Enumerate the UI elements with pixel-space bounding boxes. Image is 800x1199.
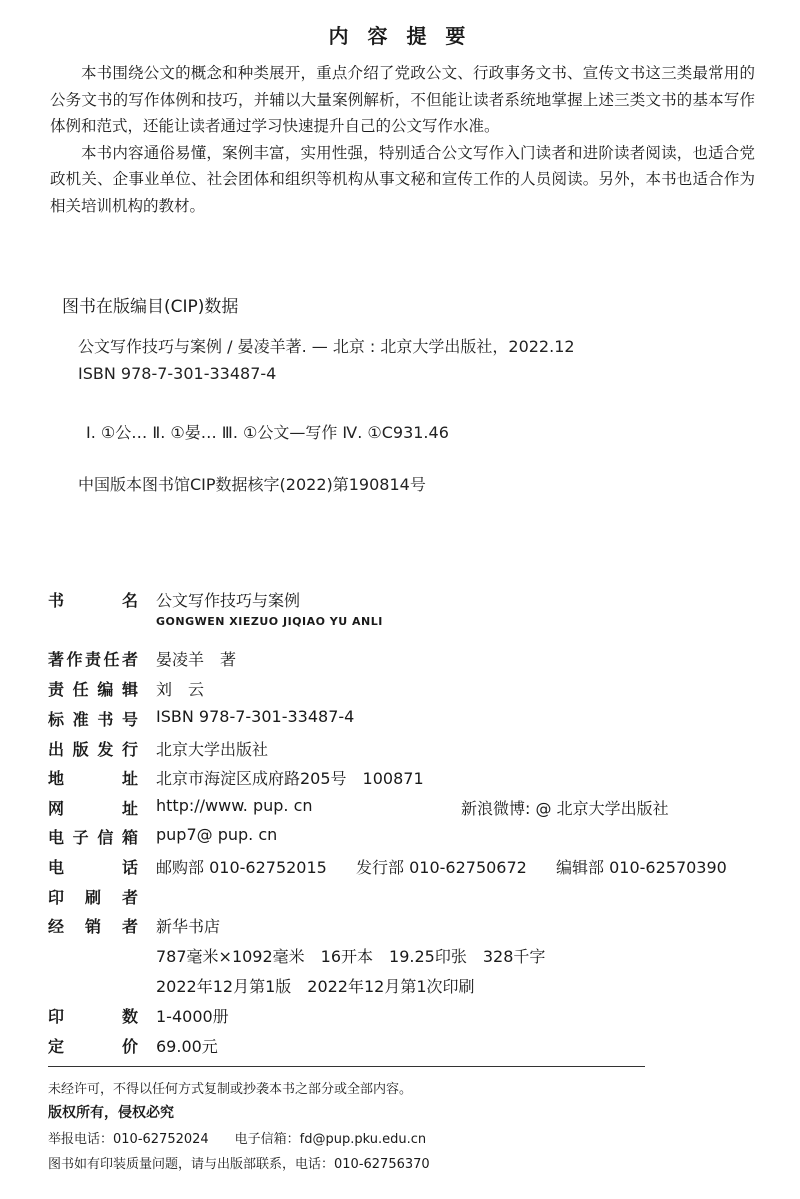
label-phone <box>48 855 138 878</box>
label-char: 子 <box>72 828 89 847</box>
cip-title-line: 公文写作技巧与案例 / 晏凌羊著. — 北京 : 北京大学出版社，2022.12 <box>78 337 575 356</box>
cip-isbn: ISBN 978-7-301-33487-4 <box>78 364 277 383</box>
label-printer <box>48 885 138 908</box>
book-name-pinyin: GONGWEN XIEZUO JIQIAO YU ANLI <box>156 615 383 628</box>
label-publisher <box>48 737 138 760</box>
book-name: 公文写作技巧与案例 <box>156 591 301 610</box>
print-run: 1-4000册 <box>156 1007 229 1026</box>
cip-classification: Ⅰ. ①公… Ⅱ. ①晏… Ⅲ. ①公文—写作 Ⅳ. ①C931.46 <box>86 423 449 442</box>
label-char: 价 <box>121 1037 138 1056</box>
label-char: 书 <box>48 591 65 610</box>
label-char: 行 <box>121 740 138 759</box>
distributor: 新华书店 <box>156 917 221 936</box>
price: 69.00元 <box>156 1037 218 1056</box>
label-char: 定 <box>48 1037 65 1056</box>
summary-paragraph: 本书内容通俗易懂，案例丰富，实用性强，特别适合公文写作入门读者和进阶读者阅读，也适合党政机关、企事业单位、社会团体和组织等机构从事文秘和宣传工作的人员阅读。另外，本书也适合作为相关培训机构的教材。 <box>50 143 755 215</box>
footer-rights: 版权所有，侵权必究 <box>48 1105 174 1121</box>
label-char: 信 <box>97 828 114 847</box>
label-isbn <box>48 707 138 730</box>
label-char: 作 <box>66 650 83 669</box>
label-char: 出 <box>48 740 65 759</box>
phone-mail-order: 邮购部 010-62752015 <box>156 858 327 877</box>
edition-line: 2022年12月第1版 2022年12月第1次印刷 <box>156 977 475 996</box>
label-char: 发 <box>97 740 114 759</box>
label-char: 者 <box>121 917 138 936</box>
summary-body <box>50 60 755 219</box>
cip-verification: 中国版本图书馆CIP数据核字(2022)第190814号 <box>78 475 426 494</box>
label-char: 数 <box>121 1007 138 1026</box>
label-char: 名 <box>121 591 138 610</box>
label-email <box>48 825 138 848</box>
label-char: 址 <box>121 799 138 818</box>
label-char: 责 <box>48 680 65 699</box>
cip-heading: 图书在版编目(CIP)数据 <box>62 297 239 317</box>
label-char: 辑 <box>121 680 138 699</box>
label-char: 任 <box>103 650 120 669</box>
label-address <box>48 766 138 789</box>
email: pup7@ pup. cn <box>156 825 278 844</box>
label-char: 标 <box>48 710 65 729</box>
label-distributor <box>48 914 138 937</box>
label-book-name <box>48 588 138 611</box>
label-price <box>48 1034 138 1057</box>
label-char: 经 <box>48 917 65 936</box>
summary-paragraph: 本书围绕公文的概念和种类展开，重点介绍了党政公文、行政事务文书、宣传文书这三类最常用的公务文书的写作体例和技巧，并辅以大量案例解析，不但能让读者系统地掌握上述三类文书的基本写作体例和范式，还能让读者通过学习快速提升自己的公文写作水准。 <box>50 64 755 135</box>
label-char: 印 <box>48 888 65 907</box>
phone-issue: 发行部 010-62750672 <box>356 858 527 877</box>
footer-quality: 图书如有印装质量问题，请与出版部联系，电话：010-62756370 <box>48 1157 430 1172</box>
address: 北京市海淀区成府路205号 100871 <box>156 769 424 788</box>
phone-editorial: 编辑部 010-62570390 <box>556 858 727 877</box>
label-char: 书 <box>97 710 114 729</box>
summary-title: 内 容 提 要 <box>328 24 472 48</box>
label-char: 电 <box>48 828 65 847</box>
publisher: 北京大学出版社 <box>156 740 269 759</box>
label-editor <box>48 677 138 700</box>
footer-report: 举报电话：010-62752024 电子信箱：fd@pup.pku.edu.cn <box>48 1132 427 1147</box>
label-char: 责 <box>84 650 101 669</box>
isbn: ISBN 978-7-301-33487-4 <box>156 707 355 726</box>
label-print-run <box>48 1004 138 1027</box>
label-char: 号 <box>121 710 138 729</box>
footer-notice: 未经许可，不得以任何方式复制或抄袭本书之部分或全部内容。 <box>48 1082 413 1097</box>
spec-line: 787毫米×1092毫米 16开本 19.25印张 328千字 <box>156 947 546 966</box>
label-char: 箱 <box>121 828 138 847</box>
editor: 刘 云 <box>156 680 205 699</box>
label-char: 准 <box>72 710 89 729</box>
label-char: 任 <box>72 680 89 699</box>
row-website <box>48 796 748 822</box>
label-char: 网 <box>48 799 65 818</box>
label-char: 刷 <box>84 888 101 907</box>
label-char: 者 <box>121 650 138 669</box>
label-char: 电 <box>48 858 65 877</box>
label-char: 地 <box>48 769 65 788</box>
label-char: 话 <box>121 858 138 877</box>
label-char: 者 <box>121 888 138 907</box>
author: 晏凌羊 著 <box>156 650 237 669</box>
website: http://www. pup. cn <box>156 796 313 815</box>
label-char: 销 <box>84 917 101 936</box>
footer-divider <box>48 1066 645 1067</box>
label-char: 印 <box>48 1007 65 1026</box>
label-website <box>48 796 138 819</box>
label-author <box>48 647 138 670</box>
label-char: 著 <box>48 650 65 669</box>
label-char: 址 <box>121 769 138 788</box>
label-char: 版 <box>72 740 89 759</box>
row-phone <box>48 855 758 881</box>
weibo: 新浪微博: @ 北京大学出版社 <box>461 799 669 818</box>
label-char: 编 <box>97 680 114 699</box>
